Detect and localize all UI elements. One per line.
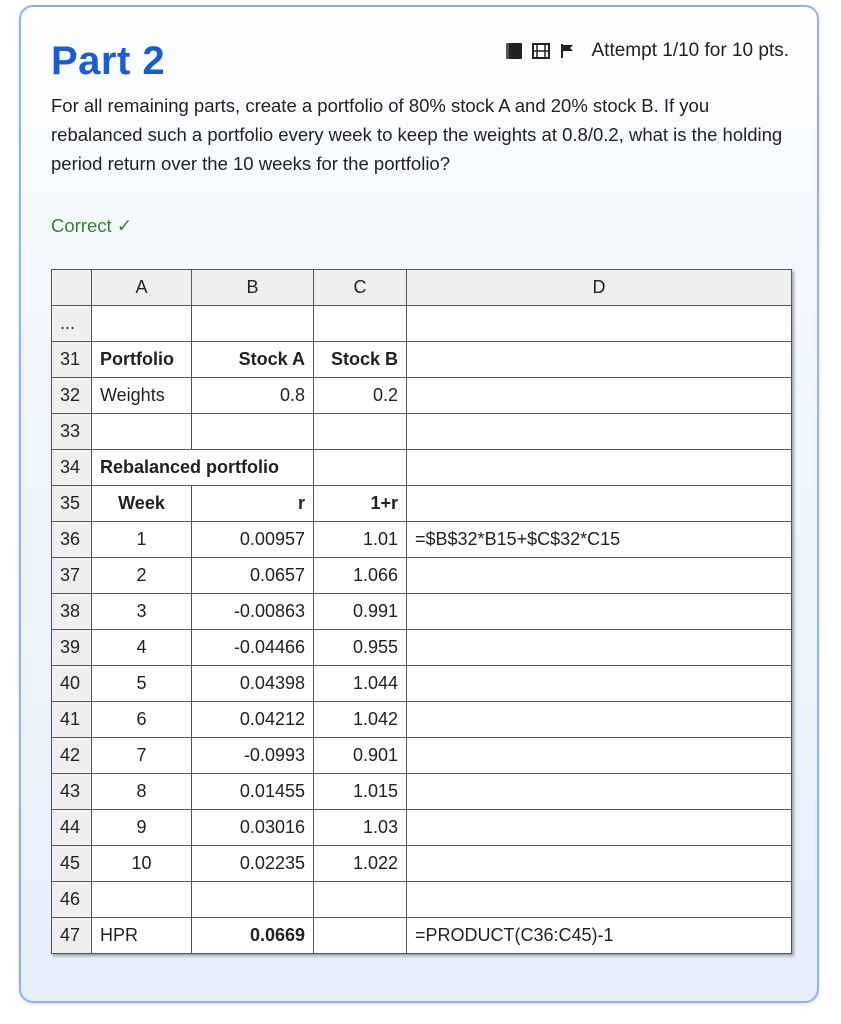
cell-d[interactable] (407, 594, 792, 630)
cell-c[interactable]: 1.042 (314, 702, 407, 738)
table-row (52, 450, 792, 486)
cell-c[interactable]: 1.066 (314, 558, 407, 594)
cell-b[interactable]: 0.04212 (192, 702, 314, 738)
row-number: 42 (52, 738, 92, 774)
cell-a[interactable]: 3 (92, 594, 192, 630)
row-number: 40 (52, 666, 92, 702)
cell-b[interactable] (192, 882, 314, 918)
cell-d[interactable] (407, 378, 792, 414)
status-text: Correct (51, 215, 112, 236)
row-number: 35 (52, 486, 92, 522)
cell-a[interactable]: Week (92, 486, 192, 522)
corner-cell (52, 270, 92, 306)
cell-c[interactable]: 0.901 (314, 738, 407, 774)
status-correct (51, 215, 132, 237)
cell-a[interactable]: 4 (92, 630, 192, 666)
cell-b[interactable] (192, 414, 314, 450)
cell[interactable] (314, 306, 407, 342)
cell-d[interactable] (407, 486, 792, 522)
cell-c[interactable]: Stock B (314, 342, 407, 378)
row-number: ... (52, 306, 92, 342)
table-row (52, 810, 792, 846)
row-number: 36 (52, 522, 92, 558)
cell-d[interactable] (407, 450, 792, 486)
row-number: 33 (52, 414, 92, 450)
table-row (52, 522, 792, 558)
row-number: 39 (52, 630, 92, 666)
table-row (52, 918, 792, 954)
table-row (52, 666, 792, 702)
cell-b[interactable]: -0.04466 (192, 630, 314, 666)
table-row (52, 738, 792, 774)
cell-d[interactable] (407, 558, 792, 594)
ellipsis-row (52, 306, 792, 342)
row-number: 32 (52, 378, 92, 414)
hpr-value-cell[interactable]: 0.0669 (192, 918, 314, 954)
cell-a[interactable]: Rebalanced portfolio (92, 450, 314, 486)
flag-icon[interactable] (560, 43, 574, 59)
table-row (52, 414, 792, 450)
table-row (52, 378, 792, 414)
cell-d[interactable] (407, 882, 792, 918)
table-row (52, 342, 792, 378)
cell-b[interactable]: 0.02235 (192, 846, 314, 882)
cell-a[interactable]: Weights (92, 378, 192, 414)
cell-a[interactable]: 7 (92, 738, 192, 774)
check-icon: ✓ (116, 215, 133, 236)
row-number: 31 (52, 342, 92, 378)
cell-c[interactable]: 1.01 (314, 522, 407, 558)
cell-c[interactable] (314, 882, 407, 918)
column-header-c: C (314, 270, 407, 306)
cell-d[interactable] (407, 738, 792, 774)
cell-b[interactable]: -0.00863 (192, 594, 314, 630)
row-number: 43 (52, 774, 92, 810)
row-number: 34 (52, 450, 92, 486)
cell-c[interactable]: 0.955 (314, 630, 407, 666)
row-number: 46 (52, 882, 92, 918)
cell-c[interactable] (314, 918, 407, 954)
cell-d[interactable] (407, 342, 792, 378)
cell-a[interactable]: Portfolio (92, 342, 192, 378)
cell-d[interactable] (407, 810, 792, 846)
cell-b[interactable]: 0.03016 (192, 810, 314, 846)
cell-b[interactable]: 0.00957 (192, 522, 314, 558)
cell-c[interactable]: 0.2 (314, 378, 407, 414)
cell-c[interactable]: 1.015 (314, 774, 407, 810)
question-card (19, 5, 819, 1003)
cell-c[interactable] (314, 450, 407, 486)
cell-a[interactable] (92, 882, 192, 918)
cell-c[interactable] (314, 414, 407, 450)
row-number: 37 (52, 558, 92, 594)
cell-a[interactable]: HPR (92, 918, 192, 954)
column-header-d: D (407, 270, 792, 306)
table-row (52, 558, 792, 594)
cell[interactable] (192, 306, 314, 342)
cell-a[interactable] (92, 414, 192, 450)
cell-c[interactable]: 1.044 (314, 666, 407, 702)
cell-a[interactable]: 1 (92, 522, 192, 558)
part-title: Part 2 (51, 39, 166, 83)
row-number: 44 (52, 810, 92, 846)
column-header-a: A (92, 270, 192, 306)
book-icon[interactable] (506, 43, 522, 59)
spreadsheet (51, 269, 792, 954)
cell-a[interactable]: 2 (92, 558, 192, 594)
cell-a[interactable]: 9 (92, 810, 192, 846)
cell-d[interactable]: =$B$32*B15+$C$32*C15 (407, 522, 792, 558)
cell-b[interactable]: 0.0657 (192, 558, 314, 594)
question-text: For all remaining parts, create a portfolio of 80% stock A and 20% stock B. If you rebalanced such a portfolio every week to keep the weights at 0.8/0.2, what is the holding period return over the 10 weeks for the portfolio? (51, 95, 783, 174)
film-icon[interactable] (532, 43, 550, 59)
cell-d[interactable] (407, 846, 792, 882)
cell-a[interactable]: 5 (92, 666, 192, 702)
row-number: 41 (52, 702, 92, 738)
table-row (52, 630, 792, 666)
attempt-text: Attempt 1/10 for 10 pts. (591, 40, 789, 61)
table-row (52, 846, 792, 882)
cell-a[interactable]: 6 (92, 702, 192, 738)
table-row (52, 594, 792, 630)
cell-c[interactable]: 0.991 (314, 594, 407, 630)
row-number: 47 (52, 918, 92, 954)
cell[interactable] (407, 306, 792, 342)
cell-b[interactable]: 0.01455 (192, 774, 314, 810)
cell-a[interactable]: 8 (92, 774, 192, 810)
cell-c[interactable]: 1.022 (314, 846, 407, 882)
row-number: 45 (52, 846, 92, 882)
cell-b[interactable]: r (192, 486, 314, 522)
cell-d[interactable] (407, 666, 792, 702)
cell-b[interactable]: 0.04398 (192, 666, 314, 702)
cell-b[interactable]: -0.0993 (192, 738, 314, 774)
toolbar (506, 39, 790, 63)
cell-d[interactable] (407, 774, 792, 810)
cell-c[interactable]: 1.03 (314, 810, 407, 846)
column-header-b: B (192, 270, 314, 306)
cell[interactable] (92, 306, 192, 342)
table-row (52, 486, 792, 522)
cell-c[interactable]: 1+r (314, 486, 407, 522)
table-row (52, 774, 792, 810)
cell-d[interactable] (407, 630, 792, 666)
cell-d[interactable] (407, 702, 792, 738)
cell-b[interactable]: 0.8 (192, 378, 314, 414)
cell-d[interactable] (407, 414, 792, 450)
table-row (52, 882, 792, 918)
column-header-row (52, 270, 792, 306)
cell-b[interactable]: Stock A (192, 342, 314, 378)
table-row (52, 702, 792, 738)
cell-d[interactable]: =PRODUCT(C36:C45)-1 (407, 918, 792, 954)
row-number: 38 (52, 594, 92, 630)
cell-a[interactable]: 10 (92, 846, 192, 882)
